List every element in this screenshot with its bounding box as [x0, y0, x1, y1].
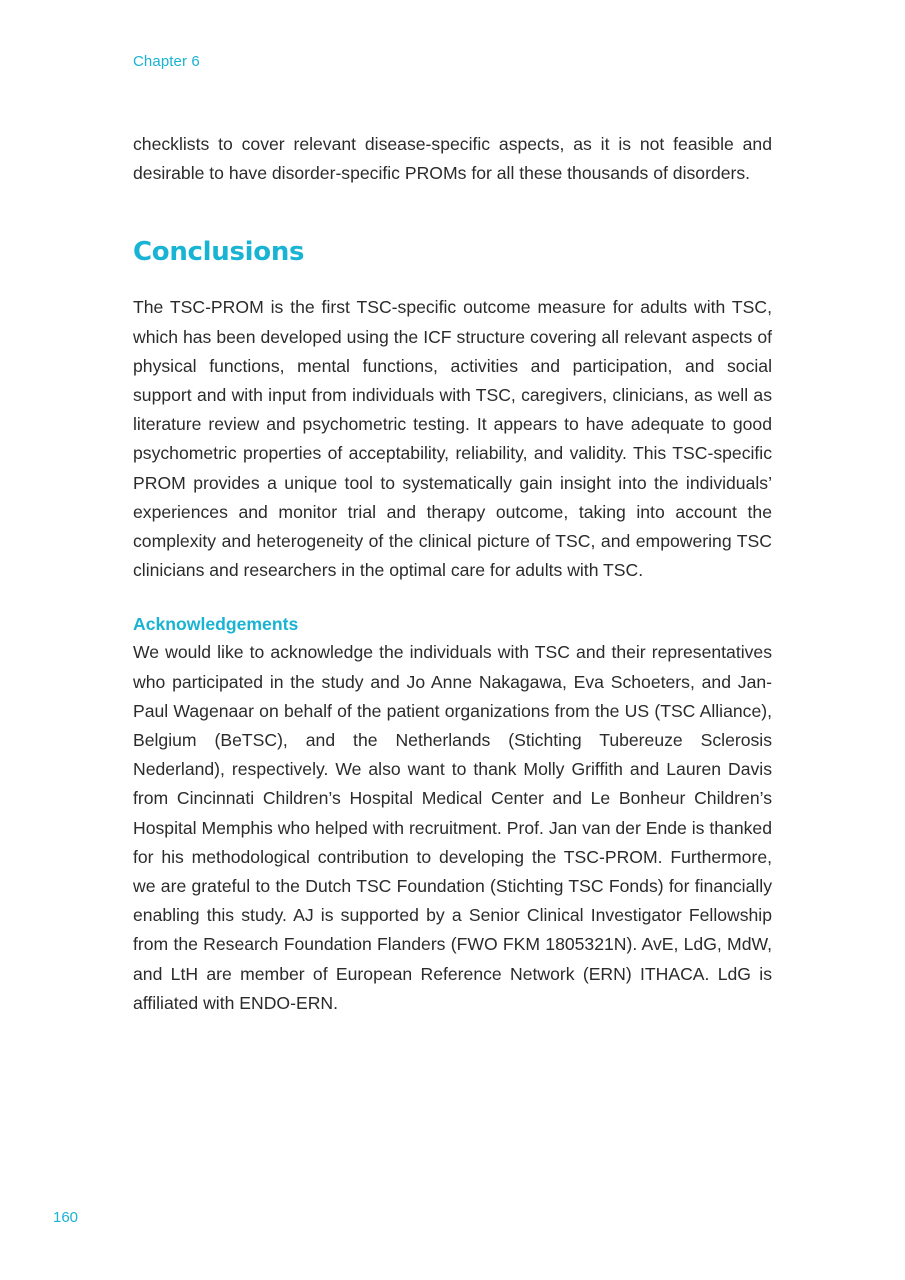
intro-paragraph: checklists to cover relevant disease-specific aspects, as it is not feasible and desirable to have disorder-specific PROMs for all these thousands of disorders. — [133, 134, 772, 184]
page-number: 160 — [53, 1209, 79, 1226]
conclusions-paragraph: The TSC-PROM is the first TSC-specific outcome measure for adults with TSC, which has been developed using the ICF structure covering all relevant aspects of physical functions, mental functions, activities and participation, and social support and with input from individuals with TSC, caregivers, clinicians, as well as literature review and psychometric testing. It appears to have adequate to good psychometric properties of acceptability, reliability, and validity. This TSC-specific PROM provides a unique tool to systematically gain insight into the individuals’ experiences and monitor trial and therapy outcome, taking into account the complexity and heterogeneity of the clinical picture of TSC, and empowering TSC clinicians and researchers in the optimal care for adults with TSC. — [133, 297, 772, 581]
acknowledgements-paragraph: We would like to acknowledge the individuals with TSC and their representatives who participated in the study and Jo Anne Nakagawa, Eva Schoeters, and Jan-Paul Wagenaar on behalf of the patient organizations from the US (TSC Alliance), Belgium (BeTSC), and the Netherlands (Stichting Tubereuze Sclerosis Nederland), respectively. We also want to thank Molly Griffith and Lauren Davis from Cincinnati Children’s Hospital Medical Center and Le Bonheur Children’s Hospital Memphis who helped with recruitment. Prof. Jan van der Ende is thanked for his methodological contribution to developing the TSC-PROM. Furthermore, we are grateful to the Dutch TSC Foundation (Stichting TSC Fonds) for financially enabling this study. AJ is supported by a Senior Clinical Investigator Fellowship from the Research Foundation Flanders (FWO FKM 1805321N). AvE, LdG, MdW, and LtH are member of European Reference Network (ERN) ITHACA. LdG is affiliated with ENDO-ERN. — [133, 642, 772, 1013]
running-header-chapter: Chapter 6 — [133, 53, 200, 70]
acknowledgements-heading: Acknowledgements — [133, 614, 299, 635]
page-content — [133, 130, 772, 1018]
conclusions-heading: Conclusions — [133, 237, 305, 268]
